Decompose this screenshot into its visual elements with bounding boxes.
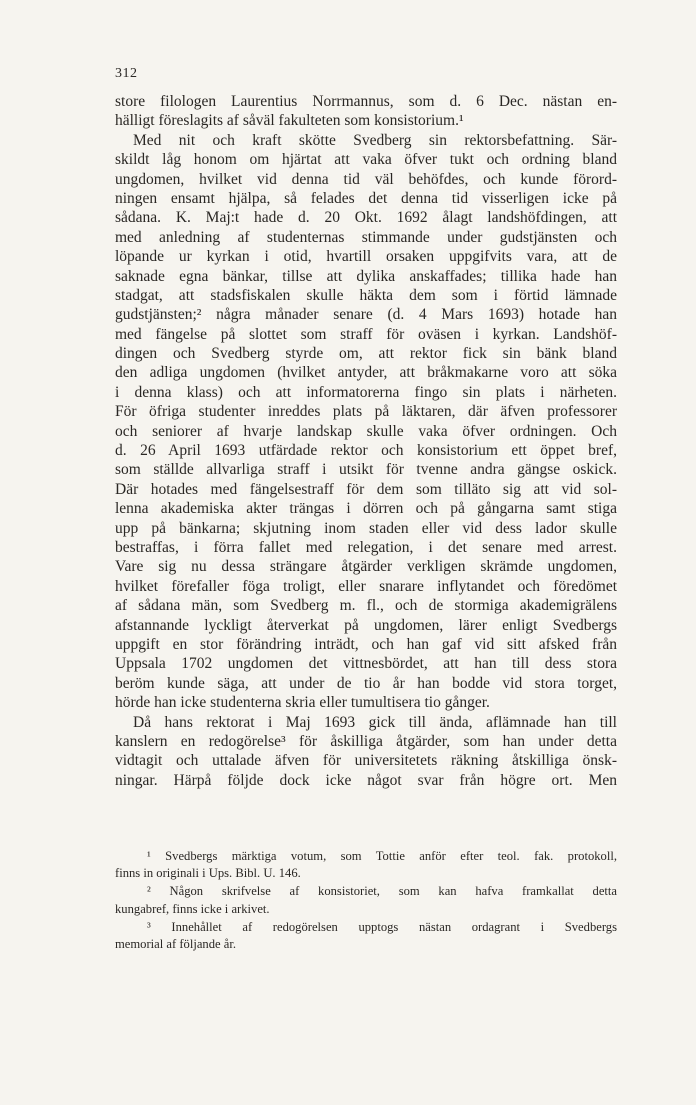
- text-line: vidtagit och uttalade äfven för universitetets räkning åtskilliga önsk-: [115, 752, 617, 770]
- text-line: hörde han icke studenterna skria eller tumultisera tio gånger.: [115, 694, 490, 712]
- text-line: beröm kunde säga, att under de tio år han bodde vid stora torget,: [115, 674, 617, 692]
- footnote-line: memorial af följande år.: [115, 936, 236, 951]
- text-line: kanslern en redogörelse³ för åskilliga åtgärder, som han under detta: [115, 732, 617, 750]
- text-line: bestraffas, i förra fallet med relegation, i det senare med arrest.: [115, 538, 617, 556]
- text-line: med fängelse på slottet som straff för oväsen i kyrkan. Landshöf-: [115, 325, 617, 343]
- footnote-2: [115, 883, 617, 917]
- text-line: Där hotades med fängelsestraff för dem som tilläto sig att vid sol-: [115, 480, 617, 498]
- footnote-3: [115, 919, 617, 953]
- text-line: lenna akademiska akter trängas i dörren och på gångarna samt stiga: [115, 500, 617, 518]
- text-line: ningar. Härpå följde dock icke något svar från högre ort. Men: [115, 771, 617, 789]
- footnote-line: ³ Innehållet af redogörelsen upptogs nästan ordagrant i Svedbergs: [147, 919, 617, 934]
- text-line: För öfriga studenter inreddes plats på läktaren, där äfven professorer: [115, 403, 617, 421]
- text-line: sådana. K. Maj:t hade d. 20 Okt. 1692 ålagt landshöfdingen, att: [115, 209, 617, 227]
- footnote-line: ² Någon skrifvelse af konsistoriet, som kan hafva framkallat detta: [147, 884, 617, 899]
- text-line: löpande ur kyrkan i otid, hvartill orsaken uppgifvits vara, att de: [115, 248, 617, 266]
- text-line: dingen och Svedberg styrde om, att rektor fick sin bänk bland: [115, 345, 617, 363]
- text-line: och seniorer af hvarje landskap skulle vaka öfver ordningen. Och: [115, 422, 617, 440]
- text-line: hälligt föreslagits af såväl fakulteten som konsistorium.¹: [115, 112, 464, 130]
- text-line: med anledning af studenternas stimmande under gudstjänsten och: [115, 228, 617, 246]
- text-line: ningen ensamt hjälpa, så felades det denna tid visserligen icke på: [115, 189, 617, 207]
- text-line: hvilket förefaller föga troligt, eller snarare inflytandet och föredömet: [115, 577, 617, 595]
- text-line: som ställde allvarliga straff i utsikt för tvenne andra gängse oskick.: [115, 461, 617, 479]
- text-line: saknade egna bänkar, tillse att dylika anskaffades; tillika hade han: [115, 267, 617, 285]
- footnote-1: [115, 848, 617, 882]
- text-line: Med nit och kraft skötte Svedberg sin rektorsbefattning. Sär-: [133, 131, 617, 149]
- page-number: 312: [115, 66, 138, 81]
- text-line: i denna klass) och att informatorerna fingo sin plats i närheten.: [115, 383, 617, 401]
- text-line: upp på bänkarna; skjutning inom staden eller vid dess lador skulle: [115, 519, 617, 537]
- text-line: af sådana män, som Svedberg m. fl., och de stormiga akademigrälens: [115, 597, 617, 615]
- text-line: d. 26 April 1693 utfärdade rektor och konsistorium ett öppet bref,: [115, 442, 617, 460]
- text-line: skildt låg honom om hjärtat att vaka öfver tukt och ordning bland: [115, 151, 617, 169]
- text-line: afstannande lyckligt återverkat på ungdomen, lärer enligt Svedbergs: [115, 616, 617, 634]
- text-line: Då hans rektorat i Maj 1693 gick till ända, aflämnade han till: [133, 713, 617, 731]
- footnote-line: kungabref, finns icke i arkivet.: [115, 901, 270, 916]
- footnote-line: ¹ Svedbergs märktiga votum, som Tottie anför efter teol. fak. protokoll,: [147, 849, 617, 863]
- text-line: Uppsala 1702 ungdomen det vittnesbördet, att han till dess stora: [115, 655, 617, 673]
- footnotes: [115, 848, 617, 954]
- text-line: store filologen Laurentius Norrmannus, som d. 6 Dec. nästan en-: [115, 93, 617, 110]
- text-line: uppgift en stor förändring inträdt, och han gaf vid sitt afsked från: [115, 635, 617, 653]
- footnote-line: finns in originali i Ups. Bibl. U. 146.: [115, 866, 301, 881]
- text-line: stadgat, att stadsfiskalen skulle häkta dem som i förtid lämnade: [115, 286, 617, 304]
- text-line: Vare sig nu dessa strängare åtgärder verkligen skrämde ungdomen,: [115, 558, 617, 576]
- text-line: den adliga ungdomen (hvilket antyder, att bråkmakarne voro att söka: [115, 364, 617, 382]
- text-line: gudstjänsten;² några månader senare (d. 4 Mars 1693) hotade han: [115, 306, 617, 324]
- text-line: ungdomen, hvilket vid denna tid väl behöfdes, och kunde förord-: [115, 170, 617, 188]
- body-text: [115, 92, 617, 790]
